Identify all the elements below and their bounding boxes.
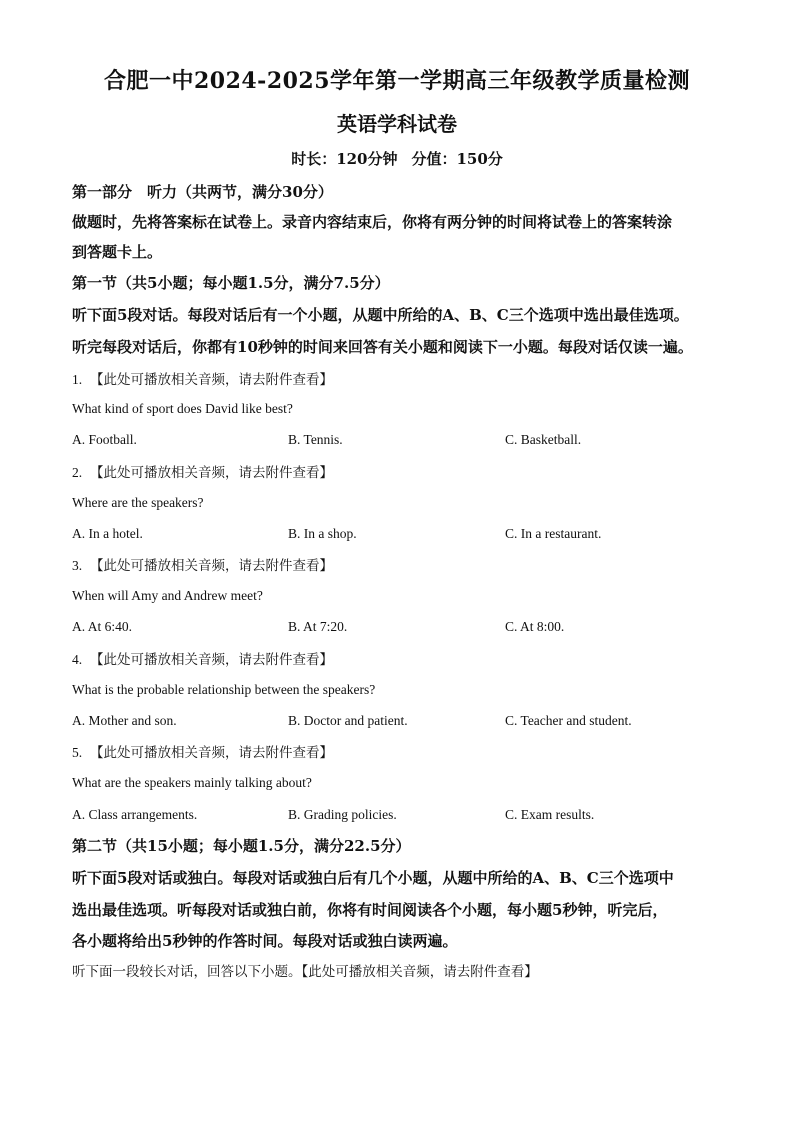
question-4-option-a[interactable]: A. Mother and son. [72, 713, 177, 728]
question-5-option-c[interactable]: C. Exam results. [505, 807, 595, 822]
section1-heading: 第一节（共5小题；每小题1.5分，满分7.5分） [72, 274, 390, 292]
question-1-text: What kind of sport does David like best? [72, 401, 293, 416]
question-3-option-b[interactable]: B. At 7:20. [288, 619, 348, 634]
section1-instruction-line2: 听完每段对话后，你都有10秒钟的时间来回答有关小题和阅读下一小题。每段对话仅读一遍。 [72, 338, 693, 356]
audio-link[interactable]: 【此处可播放相关音频，请去附件查看】 [90, 465, 333, 481]
question-4-option-b[interactable]: B. Doctor and patient. [288, 713, 408, 728]
audio-link[interactable]: 【此处可播放相关音频，请去附件查看】 [90, 652, 333, 668]
part1-heading: 第一部分 听力（共两节，满分30分） [72, 183, 333, 201]
section2-heading: 第二节（共15小题；每小题1.5分，满分22.5分） [72, 837, 411, 855]
question-number: 3. [72, 558, 83, 573]
question-5-option-a[interactable]: A. Class arrangements. [72, 807, 198, 822]
audio-link[interactable]: 【此处可播放相关音频，请去附件查看】 [90, 372, 333, 388]
question-2-text: Where are the speakers? [72, 495, 204, 510]
question-2-option-c[interactable]: C. In a restaurant. [505, 526, 602, 541]
exam-duration: 时长：120分钟 [291, 150, 398, 168]
question-3-option-c[interactable]: C. At 8:00. [505, 619, 565, 634]
section2-instruction-line1: 听下面5段对话或独白。每段对话或独白后有几个小题，从题中所给的A、B、C三个选项中 [72, 869, 674, 887]
question-1-audio[interactable] [72, 368, 734, 391]
question-number: 5. [72, 745, 83, 760]
exam-meta [0, 148, 794, 170]
question-1-option-b[interactable]: B. Tennis. [288, 432, 343, 447]
question-5-audio[interactable] [72, 741, 734, 764]
question-5-text: What are the speakers mainly talking about? [72, 775, 312, 790]
exam-title: 合肥一中2024-2025学年第一学期高三年级教学质量检测 [103, 68, 691, 94]
question-4-text: What is the probable relationship between the speakers? [72, 682, 376, 697]
question-3-audio[interactable] [72, 554, 734, 577]
exam-subtitle: 英语学科试卷 [337, 112, 457, 136]
exam-score: 分值：150分 [411, 150, 503, 168]
question-3-option-a[interactable]: A. At 6:40. [72, 619, 133, 634]
question-2-audio[interactable] [72, 461, 734, 484]
question-number: 4. [72, 652, 83, 667]
audio-link[interactable]: 【此处可播放相关音频，请去附件查看】 [90, 558, 333, 574]
question-2-option-a[interactable]: A. In a hotel. [72, 526, 143, 541]
section2-instruction-line2: 选出最佳选项。听每段对话或独白前，你将有时间阅读各个小题，每小题5秒钟，听完后， [72, 901, 668, 919]
question-number: 2. [72, 465, 83, 480]
part1-instruction-line1: 做题时，先将答案标在试卷上。录音内容结束后，你将有两分钟的时间将试卷上的答案转涂 [72, 213, 673, 231]
question-4-option-c[interactable]: C. Teacher and student. [505, 713, 632, 728]
part1-instruction-line2: 到答题卡上。 [72, 243, 163, 261]
section2-prompt-audio[interactable]: 听下面一段较长对话，回答以下小题。【此处可播放相关音频，请去附件查看】 [72, 964, 538, 980]
question-1-option-c[interactable]: C. Basketball. [505, 432, 582, 447]
section1-instruction-line1: 听下面5段对话。每段对话后有一个小题，从题中所给的A、B、C三个选项中选出最佳选项。 [72, 306, 689, 324]
question-number: 1. [72, 372, 83, 387]
question-3-text: When will Amy and Andrew meet? [72, 588, 263, 603]
question-5-option-b[interactable]: B. Grading policies. [288, 807, 397, 822]
question-4-audio[interactable] [72, 648, 734, 671]
section2-instruction-line3: 各小题将给出5秒钟的作答时间。每段对话或独白读两遍。 [72, 932, 458, 950]
audio-link[interactable]: 【此处可播放相关音频，请去附件查看】 [90, 745, 333, 761]
question-1-option-a[interactable]: A. Football. [72, 432, 137, 447]
question-2-option-b[interactable]: B. In a shop. [288, 526, 357, 541]
